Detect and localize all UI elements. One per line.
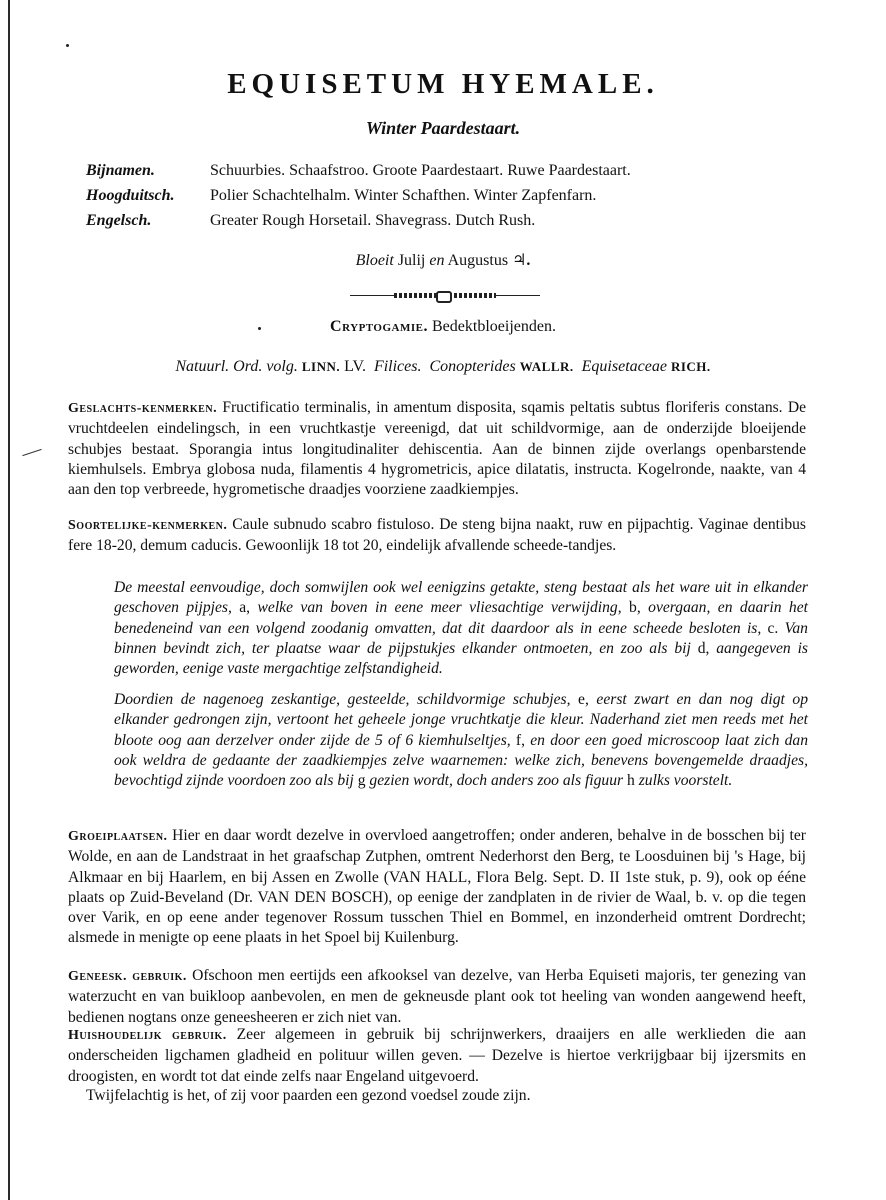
closing-remark: Twijfelachtig is het, of zij voor paarden een gezond voedsel zoude zijn. (86, 1087, 531, 1104)
wallroth-abbrev: WALLR. (519, 359, 574, 374)
names-label: Engelsch. (86, 212, 152, 229)
divider-knot (436, 291, 452, 303)
divider-line (496, 295, 540, 296)
description-text: eerst zwart en dan nog digt op elkander gedrongen zijn, vertoont het geheele jonge vruchtkatje die kleur. Naderhand ziet men reeds met het bloote oog aan derzelver onder zijde de 5 of 6 kiemhulseltjes, (114, 691, 808, 749)
margin-mark (22, 449, 41, 456)
order-conopterides: Conopterides (429, 358, 516, 375)
habitat-paragraph (68, 826, 806, 949)
section-text: Fructificatio terminalis, in amentum disposita, sqamis peltatis subtus floriferis constans. De vruchtdeelen eindelingsch, in een vruchtkastje vereenigd, dat uit schildvormige, aan de onderzijde bloeijende schubjes bestaat. Sporangia intus longitudinaliter dehiscentia. Aan de binnen zijde overlangs openbarstende kiemhulsels. Embrya globosa nuda, filamentis 4 hygrometricis, apice dilatatis, instructa. Kogelronde, naakte, van 4 aan den top verbreede, hygrometische draadjes voorziene zaadkiempjes. (68, 399, 806, 499)
figure-ref: f, (515, 731, 526, 749)
classification-line (0, 318, 886, 336)
figure-ref: d, (697, 639, 710, 657)
page-edge-shadow (8, 0, 10, 1200)
divider-line (350, 295, 394, 296)
page-title: EQUISETUM HYEMALE. (227, 68, 659, 100)
description-paragraph (114, 578, 808, 679)
flowering-month: Julij (397, 252, 426, 269)
flowering-label: Bloeit (355, 252, 394, 269)
figure-ref: c. (767, 619, 779, 637)
description-text: welke van boven in eene meer vliesachtige verwijding, (257, 599, 622, 617)
ink-speck (66, 44, 69, 47)
natural-order-line (0, 358, 886, 376)
perennial-symbol: ♃. (512, 252, 531, 269)
figure-ref: b, (629, 599, 641, 617)
names-row (86, 183, 806, 208)
description-text: Doordien de nagenoeg zeskantige, gesteelde, schildvormige schubjes, (114, 691, 571, 708)
order-label: Natuurl. Ord. volg. (175, 358, 298, 375)
names-label: Hoogduitsch. (86, 187, 175, 204)
medicinal-use-paragraph (68, 966, 806, 1028)
flowering-month2: Augustus (447, 252, 509, 269)
linnaeus-abbrev: LINN. (301, 359, 341, 374)
section-heading: Geneesk. gebruik. (68, 969, 187, 984)
order-number: LV. (344, 358, 366, 375)
names-label: Bijnamen. (86, 162, 155, 179)
richard-abbrev: RICH. (670, 359, 711, 374)
flowering-line (0, 250, 886, 270)
names-value: Greater Rough Horsetail. Shavegrass. Dutch Rush. (210, 212, 536, 229)
figure-ref: g (357, 772, 366, 790)
order-equisetaceae: Equisetaceae (581, 358, 667, 375)
order-filices: Filices. (373, 358, 422, 375)
names-row (86, 158, 806, 183)
section-heading: Soortelijke-kenmerken. (68, 518, 228, 533)
flowering-and: en (429, 252, 445, 269)
names-value: Schuurbies. Schaafstroo. Groote Paardestaart. Ruwe Paardestaart. (210, 162, 631, 179)
class-dutch: Bedektbloeijenden. (432, 318, 556, 335)
ornamental-divider (350, 294, 540, 298)
section-text: Hier en daar wordt dezelve in overvloed aangetroffen; onder anderen, behalve in de bosschen bij ter Wolde, en aan de Landstraat in het graafschap Zutphen, omtrent Nederhorst den Berg, te Loosduinen bij 's Hage, bij Alkmaar en bij Haarlem, en bij Assen en Zwolle (VAN HALL, Flora Belg. Sept. D. II 1ste stuk, p. 9), ook op ééne plaats op Zuid-Beveland (Dr. VAN DEN BOSCH), op eenige der zandplaten in de rivier de Waal, b. v. op die tegen over Varik, en op eene ander tegenover Rossum tusschen Thiel en Bommel, en inzonderheid omtrent Dordrecht; alsmede in menigte op eene plaats in het Spoel bij Kuilenburg. (68, 827, 806, 947)
figure-ref: a, (239, 599, 251, 617)
page-subtitle: Winter Paardestaart. (365, 118, 521, 138)
vernacular-names (86, 158, 806, 233)
names-value: Polier Schachtelhalm. Winter Schafthen. Winter Zapfenfarn. (210, 187, 597, 204)
section-text: Ofschoon men eertijds een afkooksel van dezelve, van Herba Equiseti majoris, ter genezing van waterzucht en van buikloop aanbevolen, en men de gekneusde plant ook tot heeling van wonden aangewend heeft, bedienen nogtans onze geneesheeren er zich niet van. (68, 967, 806, 1026)
description-text: aangegeven is geworden, eenige vaste mergachtige zelfstandigheid. (114, 639, 808, 678)
class-name: Cryptogamie. (330, 318, 428, 335)
description-text: De meestal eenvoudige, doch somwijlen ook wel eenigzins getakte, steng bestaat als het ware uit in elkander geschoven pijpjes, (114, 579, 808, 617)
genus-characters-paragraph (68, 398, 806, 500)
figure-ref: h (627, 772, 635, 790)
description-text: overgaan, en daarin het benedeneind van een volgend zoodanig omvatten, dat dit daardoor als in eene scheede besloten is, (114, 599, 808, 637)
description-paragraph (114, 690, 808, 791)
section-heading: Groeiplaatsen. (68, 829, 168, 844)
figure-ref: e, (578, 691, 589, 708)
description-text: Van binnen bevindt zich, ter plaatse waar de pijpstukjes elkander ontmoeten, en zoo als bij (114, 619, 808, 657)
section-text: Caule subnudo scabro fistuloso. De steng bijna naakt, ruw en pijpachtig. Vaginae dentibus fere 18-20, demum caducis. Gewoonlijk 18 tot 20, eindelijk afvallende scheede-tandjes. (68, 516, 806, 555)
species-characters-paragraph (68, 515, 806, 557)
description-text: gezien wordt, doch anders zoo als figuur (369, 772, 624, 790)
section-heading: Huishoudelijk gebruik. (68, 1028, 227, 1043)
household-use-paragraph (68, 1025, 806, 1087)
section-heading: Geslachts-kenmerken. (68, 401, 218, 416)
description-text: zulks voorstelt. (638, 772, 733, 790)
section-text: Zeer algemeen in gebruik bij schrijnwerkers, draaijers en alle werklieden die aan onderscheiden ligchamen gladheid en polituur willen geven. — Dezelve is hiertoe verkrijgbaar bij ijzersmits en droogisten, en wordt tot dat einde zelfs naar Engeland uitgevoerd. (68, 1026, 807, 1085)
description-text: en door een goed microscoop laat zich dan ook weldra de gedaante der zaadkiempjes zelve waarnemen: welke zich, benevens bovengemelde draadjes, bevochtigd zijnde voordoen zoo als bij (114, 731, 809, 790)
names-row (86, 208, 806, 233)
